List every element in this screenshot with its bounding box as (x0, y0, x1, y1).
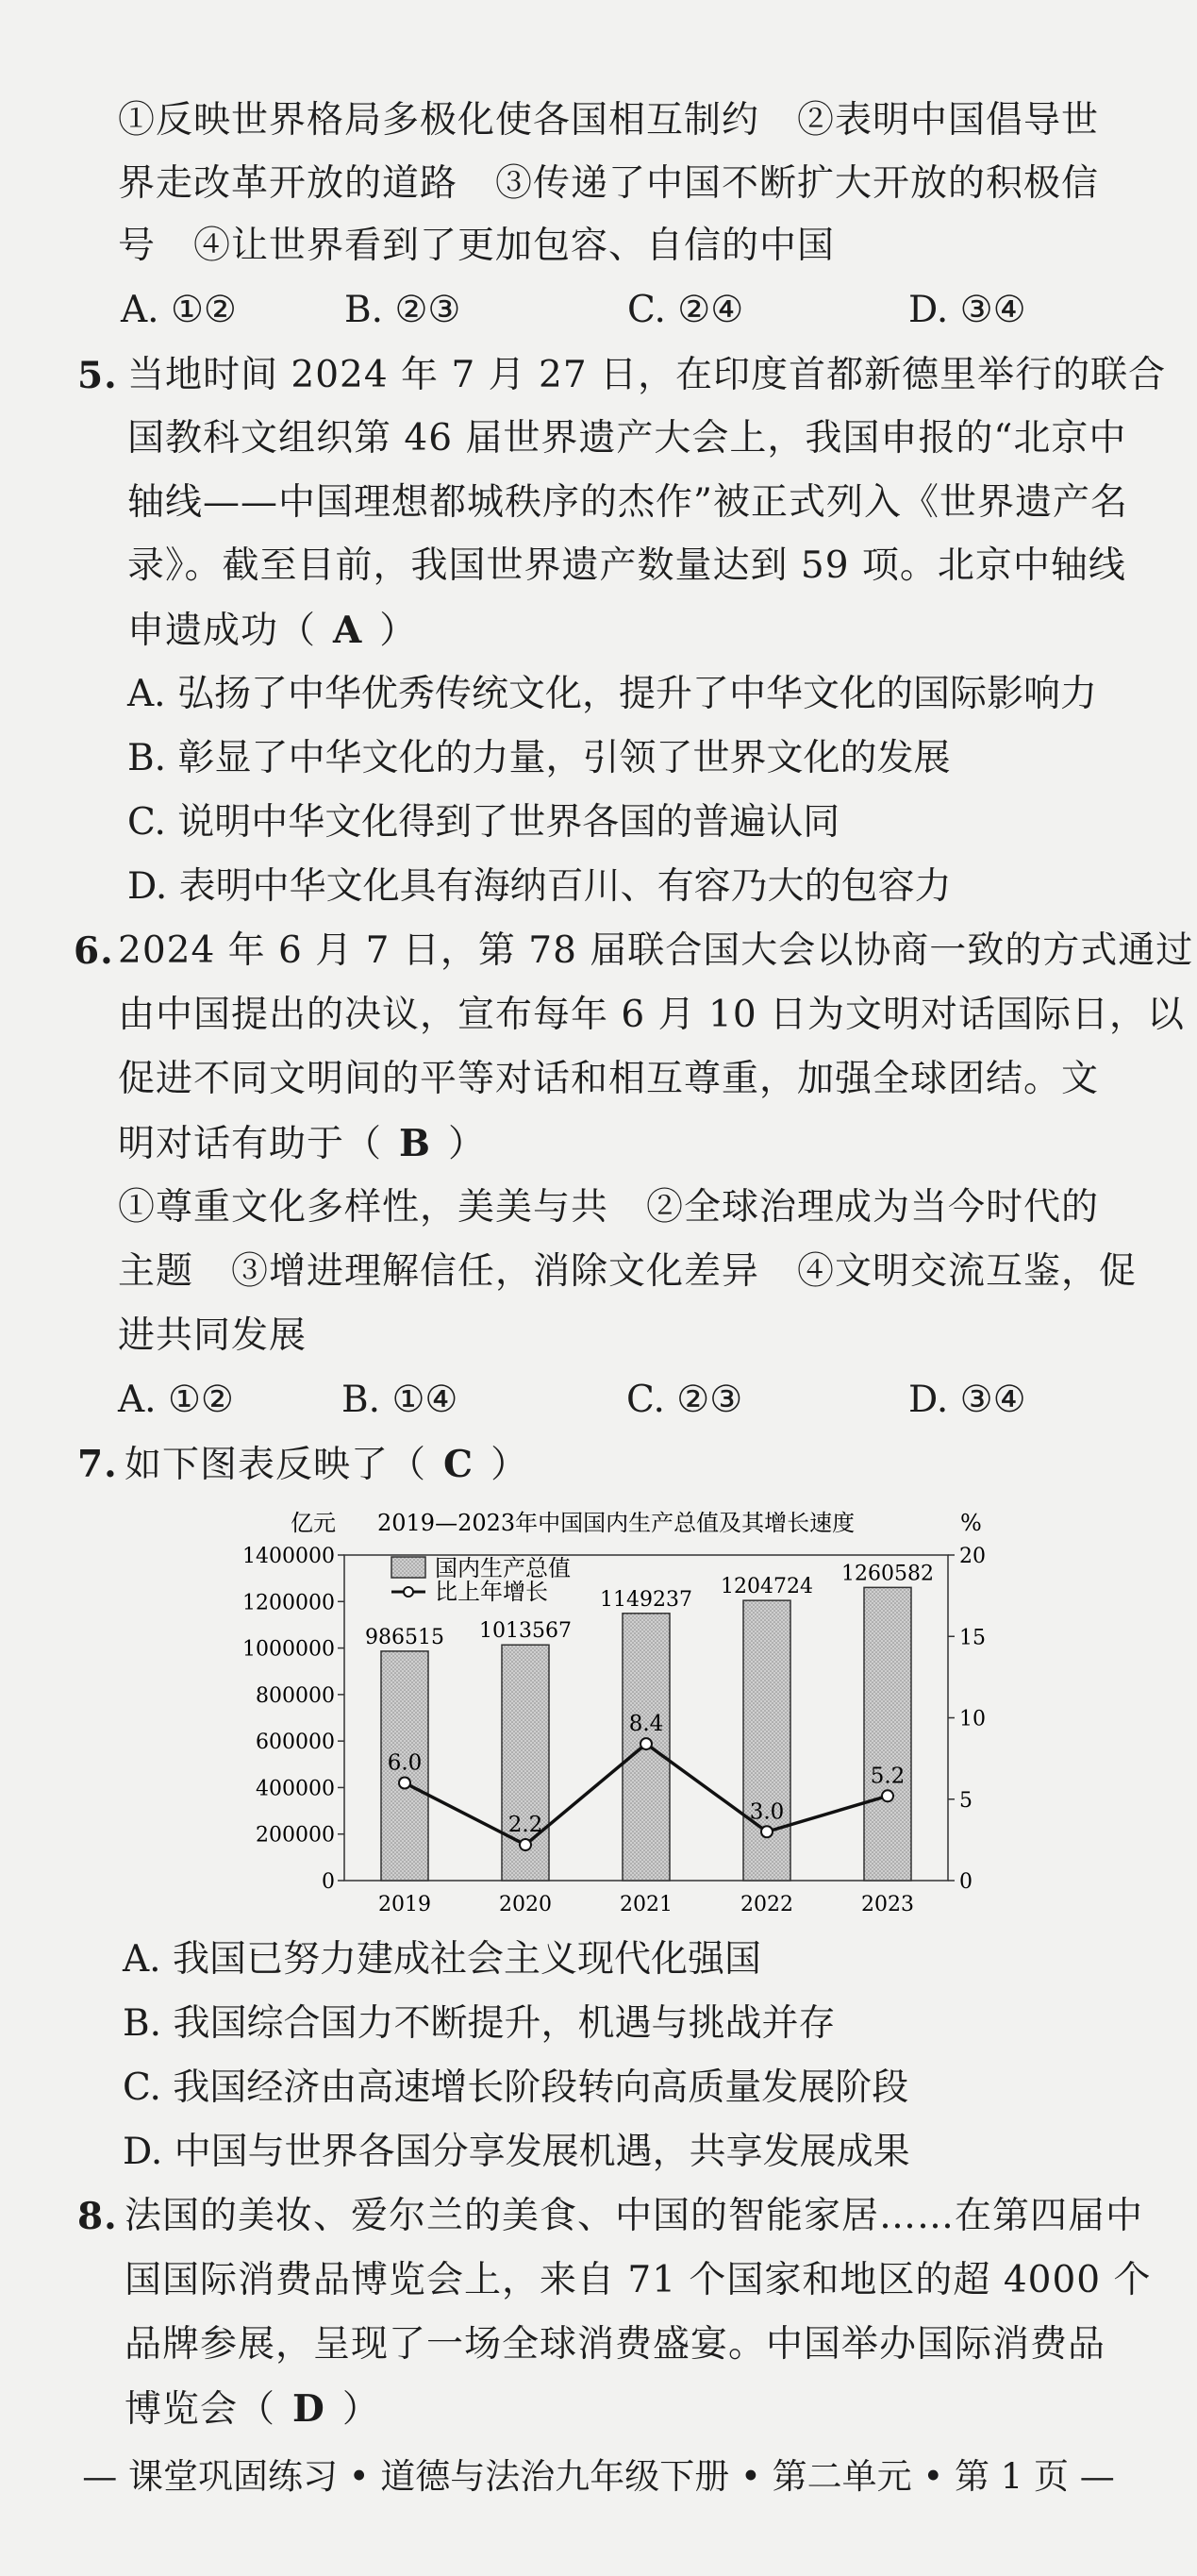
growth-point-label: 3.0 (749, 1799, 785, 1825)
q5-line-5 (127, 607, 417, 655)
legend-growth-label: 比上年增长 (435, 1579, 548, 1605)
left-axis-tick-label: 600000 (256, 1731, 335, 1755)
q8-line-3: 品牌参展，呈现了一场全球消费盛宴。中国举办国际消费品 (125, 2323, 1106, 2366)
right-axis-tick-label: 5 (959, 1788, 973, 1813)
q7-number: 7. (77, 1443, 118, 1486)
growth-point (882, 1790, 893, 1801)
gdp-bar-label: 1149237 (600, 1587, 692, 1612)
legend-bar-swatch (391, 1557, 425, 1578)
q6-line-2: 由中国提出的决议，宣布每年 6 月 10 日为文明对话国际日，以 (118, 994, 1186, 1036)
q5-option-d: D. 表明中华文化具有海纳百川、有容乃大的包容力 (127, 865, 952, 908)
q7-option-d: D. 中国与世界各国分享发展机遇，共享发展成果 (123, 2131, 910, 2173)
q5-line-1: 当地时间 2024 年 7 月 27 日，在印度首都新德里举行的联合 (127, 354, 1167, 396)
q5-option-b: B. 彰显了中华文化的力量，引领了世界文化的发展 (127, 737, 951, 779)
right-axis-tick-label: 0 (959, 1870, 973, 1894)
q4-option-b: B. ②③ (344, 289, 461, 331)
q6-prefix: 明对话有助于（ (118, 1123, 383, 1165)
chart-right-unit: % (960, 1510, 982, 1536)
growth-point (520, 1839, 531, 1850)
q6-number: 6. (74, 929, 114, 973)
x-axis-label: 2020 (499, 1893, 552, 1914)
q6-choice-line-2: 主题 ③增进理解信任，消除文化差异 ④文明交流互鉴，促 (118, 1250, 1138, 1293)
x-axis-label: 2021 (620, 1893, 673, 1914)
left-axis-tick-label: 0 (322, 1870, 335, 1894)
right-axis-tick-label: 10 (959, 1707, 986, 1731)
q6-answer-close: ） (447, 1123, 486, 1165)
q5-line-2: 国教科文组织第 46 届世界遗产大会上，我国申报的“北京中 (127, 417, 1127, 460)
q8-number: 8. (77, 2195, 118, 2238)
left-axis-tick-label: 400000 (256, 1777, 335, 1801)
gdp-bar (743, 1600, 790, 1881)
q4-option-c: C. ②④ (627, 289, 744, 331)
q8-answer: D (292, 2387, 325, 2431)
q4-stem-line-1: ①反映世界格局多极化使各国相互制约 ②表明中国倡导世 (118, 99, 1100, 142)
page-footer: — 课堂巩固练习 • 道德与法治九年级下册 • 第二单元 • 第 1 页 — (82, 2456, 1115, 2497)
chart-left-unit: 亿元 (291, 1510, 336, 1536)
growth-point (399, 1778, 410, 1789)
q5-option-a: A. 弘扬了中华优秀传统文化，提升了中华文化的国际影响力 (127, 673, 1097, 715)
chart-title: 2019—2023年中国国内生产总值及其增长速度 (377, 1510, 856, 1536)
q5-number: 5. (77, 354, 118, 397)
x-axis-label: 2019 (378, 1893, 431, 1914)
q7-answer-close: ） (490, 1444, 529, 1486)
q8-answer-close: ） (341, 2388, 380, 2431)
q5-line-3: 轴线——中国理想都城秩序的杰作”被正式列入《世界遗产名 (127, 481, 1128, 524)
q7-line-1 (125, 1441, 528, 1489)
q5-answer: A (333, 609, 363, 652)
q4-option-d: D. ③④ (908, 289, 1026, 331)
gdp-bar (864, 1587, 911, 1881)
left-axis-tick-label: 1200000 (242, 1591, 335, 1615)
left-axis-tick-label: 800000 (256, 1683, 335, 1708)
legend-gdp-label: 国内生产总值 (435, 1555, 571, 1581)
q6-line-3: 促进不同文明间的平等对话和相互尊重，加强全球团结。文 (118, 1058, 1100, 1100)
q8-line-1: 法国的美妆、爱尔兰的美食、中国的智能家居……在第四届中 (125, 2195, 1144, 2237)
x-axis-label: 2023 (861, 1893, 914, 1914)
q5-line-4: 录》。截至目前，我国世界遗产数量达到 59 项。北京中轴线 (127, 544, 1126, 587)
q8-line-4 (125, 2385, 380, 2434)
q6-option-d: D. ③④ (908, 1379, 1026, 1421)
growth-point-label: 8.4 (628, 1712, 664, 1737)
q7-prefix: 如下图表反映了（ (125, 1444, 427, 1486)
legend-line-marker (404, 1587, 413, 1597)
gdp-bar-label: 986515 (365, 1625, 444, 1649)
q8-prefix: 博览会（ (125, 2388, 276, 2431)
growth-point (640, 1738, 652, 1749)
q7-option-c: C. 我国经济由高速增长阶段转向高质量发展阶段 (123, 2066, 909, 2109)
right-axis-tick-label: 20 (959, 1545, 986, 1568)
q4-stem-line-2: 界走改革开放的道路 ③传递了中国不断扩大开放的积极信 (118, 162, 1100, 205)
q4-stem-line-3: 号 ④让世界看到了更加包容、自信的中国 (118, 225, 836, 267)
q6-option-a: A. ①② (118, 1379, 234, 1421)
left-axis-tick-label: 1000000 (242, 1637, 335, 1662)
q8-line-2: 国国际消费品博览会上，来自 71 个国家和地区的超 4000 个 (125, 2259, 1152, 2301)
left-axis-tick-label: 200000 (256, 1823, 335, 1848)
x-axis-label: 2022 (740, 1893, 793, 1914)
growth-point (761, 1826, 773, 1837)
q6-option-b: B. ①④ (341, 1379, 458, 1421)
right-axis-tick-label: 15 (959, 1626, 986, 1650)
q5-option-c: C. 说明中华文化得到了世界各国的普遍认同 (127, 801, 840, 844)
growth-point-label: 5.2 (870, 1764, 906, 1789)
q6-line-4 (118, 1120, 486, 1168)
q6-answer: B (399, 1122, 431, 1165)
gdp-growth-chart (236, 1498, 1038, 1914)
q5-answer-close: ） (379, 610, 418, 652)
q6-option-c: C. ②③ (626, 1379, 743, 1421)
gdp-bar-label: 1260582 (841, 1562, 934, 1586)
q4-option-a: A. ①② (121, 289, 237, 331)
q7-answer: C (443, 1443, 474, 1486)
q7-option-a: A. 我国已努力建成社会主义现代化强国 (123, 1938, 761, 1981)
chart-legend (391, 1555, 571, 1605)
q6-choice-line-3: 进共同发展 (118, 1314, 308, 1357)
growth-point-label: 2.2 (507, 1813, 543, 1838)
growth-point-label: 6.0 (387, 1750, 423, 1776)
q6-choice-line-1: ①尊重文化多样性，美美与共 ②全球治理成为当今时代的 (118, 1186, 1100, 1229)
gdp-bar-label: 1204724 (721, 1575, 813, 1599)
q6-line-1: 2024 年 6 月 7 日，第 78 届联合国大会以协商一致的方式通过 (118, 929, 1194, 972)
q7-option-b: B. 我国综合国力不断提升，机遇与挑战并存 (123, 2002, 836, 2045)
gdp-bar-label: 1013567 (479, 1619, 572, 1644)
left-axis-tick-label: 1400000 (242, 1545, 335, 1568)
q5-prefix: 申遗成功（ (127, 610, 317, 652)
